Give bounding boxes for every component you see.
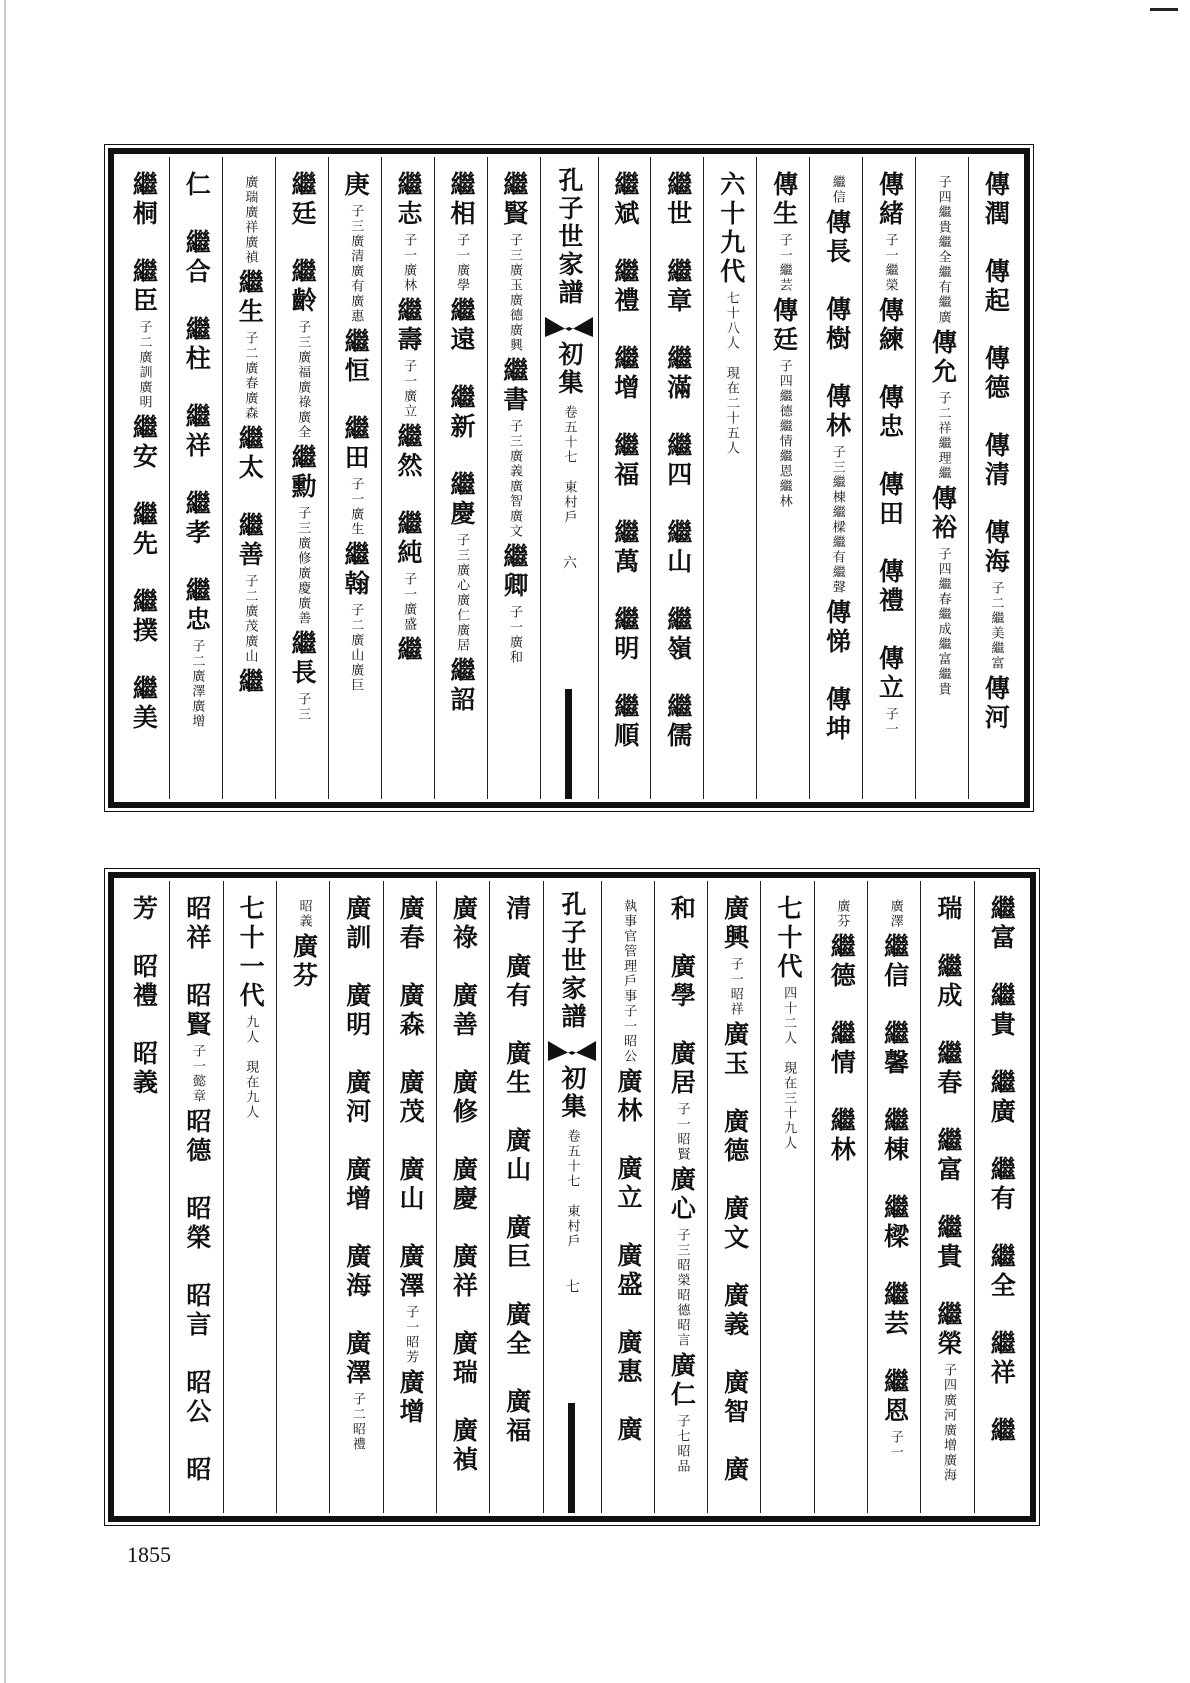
annotation-text: 子一廣林 xyxy=(401,233,417,293)
annotation-text: 子一繼芸 xyxy=(776,233,792,293)
name-text: 繼遠 繼新 繼慶 xyxy=(446,297,476,529)
name-text: 繼信 繼馨 繼棟 繼樑 繼芸 繼恩 xyxy=(880,933,910,1426)
annotation-text: 子二廣山廣巨 xyxy=(348,603,364,693)
name-text: 芳 昭禮 昭義 xyxy=(129,895,159,1098)
genealogy-column xyxy=(222,157,275,799)
annotation-text: 廣瑞廣祥廣禎 xyxy=(242,175,258,265)
annotation-text: 子三廣心廣仁廣居 xyxy=(454,533,470,653)
name-text: 繼詔 xyxy=(446,657,476,715)
annotation-text: 子一 xyxy=(882,707,898,737)
annotation-text: 子三 xyxy=(295,692,311,722)
genealogy-column xyxy=(867,881,920,1513)
name-text: 繼相 xyxy=(446,171,476,229)
name-text: 傳悌 傳坤 xyxy=(822,599,852,744)
genealogy-column xyxy=(276,881,329,1513)
name-text: 傳潤 傳起 傳德 傳清 傳海 xyxy=(981,171,1011,577)
genealogy-column xyxy=(169,157,222,799)
name-text: 清 廣有 廣生 廣山 廣巨 廣全 廣福 xyxy=(502,895,532,1446)
name-text: 繼卿 xyxy=(499,543,529,601)
top-genealogy-page xyxy=(108,148,1030,808)
name-text: 繼生 xyxy=(235,269,265,327)
annotation-text: 子二廣訓廣明 xyxy=(136,320,152,410)
fishtail-mark-icon xyxy=(543,313,595,339)
name-text: 廣芬 xyxy=(289,933,319,991)
genealogy-column xyxy=(329,881,382,1513)
genealogy-column xyxy=(974,881,1027,1513)
name-text: 廣仁 xyxy=(667,1352,697,1410)
name-text: 繼書 xyxy=(499,357,529,415)
name-text: 廣增 xyxy=(396,1369,426,1427)
annotation-text: 子三廣福廣祿廣全 xyxy=(295,320,311,440)
annotation-text: 四十二人 現在三十九人 xyxy=(781,986,797,1151)
name-text: 傳緒 xyxy=(875,171,905,229)
annotation-text: 子三繼棟繼樑繼有繼聲 xyxy=(829,445,845,595)
genealogy-column xyxy=(920,881,973,1513)
spine-bar xyxy=(568,1403,575,1513)
leaf-number: 六 xyxy=(561,555,577,569)
genealogy-column xyxy=(707,881,760,1513)
genealogy-column xyxy=(814,881,867,1513)
name-text: 傳河 xyxy=(981,675,1011,733)
annotation-text: 子四繼德繼情繼恩繼林 xyxy=(776,359,792,509)
book-spine-column xyxy=(540,157,598,799)
annotation-text: 子三昭榮昭德昭言 xyxy=(674,1228,690,1348)
name-text: 傳長 傳樹 傳林 xyxy=(822,209,852,441)
annotation-text: 子三廣義廣智廣文 xyxy=(507,419,522,539)
genealogy-column xyxy=(862,157,915,799)
genealogy-column xyxy=(703,157,756,799)
annotation-text: 子七昭品 xyxy=(674,1414,690,1474)
annotation-text: 子二昭禮 xyxy=(349,1392,365,1452)
annotation-text: 子一昭賢 xyxy=(674,1102,690,1162)
book-title: 孔子世家譜 xyxy=(558,891,587,1031)
name-text: 傳練 傳忠 傳田 傳禮 傳立 xyxy=(875,297,905,703)
scan-edge-line xyxy=(4,0,6,1683)
name-text: 繼安 繼先 繼撲 繼美 xyxy=(129,414,159,733)
annotation-text: 子四繼貴繼全繼有繼廣 xyxy=(935,175,951,325)
genealogy-column xyxy=(598,157,651,799)
annotation-text: 子一廣學 xyxy=(454,233,470,293)
genealogy-column xyxy=(650,157,703,799)
annotation-text: 子一繼榮 xyxy=(882,233,898,293)
name-text: 和 廣學 廣居 xyxy=(667,895,697,1098)
name-text: 傳廷 xyxy=(769,297,799,355)
name-text: 昭祥 昭賢 xyxy=(182,895,212,1040)
annotation-text: 九人 現在九人 xyxy=(243,1015,259,1120)
name-text: 廣春 廣森 廣茂 廣山 廣澤 xyxy=(396,895,426,1301)
genealogy-column xyxy=(275,157,328,799)
spine-bar xyxy=(565,689,572,799)
genealogy-column xyxy=(760,881,813,1513)
name-text: 昭德 昭榮 昭言 昭公 昭 xyxy=(182,1108,212,1485)
name-text: 瑞 繼成 繼春 繼富 繼貴 繼榮 xyxy=(933,895,963,1359)
genealogy-column xyxy=(756,157,809,799)
scan-corner-mark xyxy=(1150,8,1178,11)
name-text: 繼廷 繼齡 xyxy=(288,171,318,316)
name-text: 廣祿 廣善 廣修 廣慶 廣祥 廣瑞 廣禎 xyxy=(449,895,479,1475)
annotation-text: 昭義 xyxy=(296,899,312,929)
annotation-text: 子四繼春繼成繼富繼貴 xyxy=(935,547,951,697)
name-text: 繼 xyxy=(235,668,265,697)
name-text: 七十代 xyxy=(773,895,803,982)
name-text: 繼翰 xyxy=(341,541,371,599)
genealogy-column xyxy=(117,881,169,1513)
annotation-text: 子二廣澤廣增 xyxy=(189,639,205,729)
name-text: 繼德 繼情 繼林 xyxy=(827,933,857,1165)
name-text: 廣興 xyxy=(720,895,750,953)
name-text: 繼賢 xyxy=(499,171,529,229)
annotation-text: 子一懿章 xyxy=(189,1044,205,1104)
genealogy-column xyxy=(169,881,222,1513)
name-text: 繼世 繼章 繼滿 繼四 繼山 繼嶺 繼儒 xyxy=(663,171,693,751)
genealogy-column xyxy=(968,157,1021,799)
genealogy-column xyxy=(809,157,862,799)
name-text: 廣林 廣立 廣盛 廣惠 廣 xyxy=(614,1068,644,1445)
genealogy-column xyxy=(117,157,169,799)
genealogy-column xyxy=(601,881,654,1513)
name-text: 繼斌 繼禮 繼增 繼福 繼萬 繼明 繼順 xyxy=(610,171,640,751)
annotation-text: 子三廣清廣有廣惠 xyxy=(348,204,364,324)
annotation-text: 子一廣盛 xyxy=(401,572,417,632)
bottom-genealogy-page xyxy=(108,872,1036,1522)
genealogy-column xyxy=(436,881,489,1513)
annotation-text: 子四廣河廣增廣海 xyxy=(941,1363,956,1483)
name-text: 傳裕 xyxy=(928,485,958,543)
genealogy-column xyxy=(654,881,707,1513)
name-text: 傳允 xyxy=(928,329,958,387)
name-text: 廣心 xyxy=(667,1166,697,1224)
annotation-text: 子一昭祥 xyxy=(727,957,743,1017)
chapter-label: 卷五十七 東村戶 xyxy=(564,1129,580,1249)
fishtail-mark-icon xyxy=(546,1037,598,1063)
annotation-text: 子一廣和 xyxy=(507,605,522,665)
name-text: 廣訓 廣明 廣河 廣增 廣海 廣澤 xyxy=(342,895,372,1388)
name-text: 繼桐 繼臣 xyxy=(129,171,159,316)
annotation-text: 廣芬 xyxy=(834,899,850,929)
name-text: 六十九代 xyxy=(716,171,746,287)
name-text: 繼太 繼善 xyxy=(235,425,265,570)
annotation-text: 子三廣玉廣德廣興 xyxy=(507,233,522,353)
leaf-number: 七 xyxy=(564,1279,580,1293)
name-text: 繼富 繼貴 繼廣 繼有 繼全 繼祥 繼 xyxy=(987,895,1017,1446)
name-text: 繼 xyxy=(394,636,424,665)
name-text: 廣玉 廣德 廣文 廣義 廣智 廣 xyxy=(720,1021,750,1485)
volume-label: 初集 xyxy=(558,1065,587,1121)
name-text: 繼勳 xyxy=(288,444,318,502)
folio-page-number: 1855 xyxy=(127,1542,171,1567)
annotation-text: 廣澤 xyxy=(887,899,903,929)
annotation-text: 子一 xyxy=(887,1430,903,1460)
genealogy-column xyxy=(383,881,436,1513)
name-text: 七十一代 xyxy=(236,895,266,1011)
book-title: 孔子世家譜 xyxy=(555,167,584,307)
annotation-text: 子二祥繼理繼 xyxy=(935,391,951,481)
name-text: 繼然 繼純 xyxy=(394,423,424,568)
name-text: 傳生 xyxy=(769,171,799,229)
annotation-text: 執事官管理戶事子一昭公 xyxy=(621,899,637,1064)
annotation-text: 繼信 xyxy=(829,175,845,205)
name-text: 繼志 xyxy=(394,171,424,229)
genealogy-column xyxy=(434,157,487,799)
genealogy-column xyxy=(915,157,968,799)
name-text: 仁 繼合 繼柱 繼祥 繼孝 繼忠 xyxy=(182,171,212,635)
volume-label: 初集 xyxy=(555,341,584,397)
annotation-text: 七十八人 現在二十五人 xyxy=(723,291,739,456)
annotation-text: 子三廣修廣慶廣善 xyxy=(295,506,311,626)
name-text: 繼壽 xyxy=(394,297,424,355)
annotation-text: 子一昭芳 xyxy=(403,1305,419,1365)
genealogy-column xyxy=(489,881,542,1513)
genealogy-column xyxy=(381,157,434,799)
genealogy-column xyxy=(223,881,276,1513)
annotation-text: 子一廣立 xyxy=(401,359,417,419)
name-text: 繼長 xyxy=(288,630,318,688)
annotation-text: 子二廣春廣森 xyxy=(242,331,258,421)
genealogy-column xyxy=(487,157,540,799)
chapter-label: 卷五十七 東村戶 xyxy=(561,405,577,525)
annotation-text: 子一廣生 xyxy=(348,477,364,537)
name-text: 繼恒 繼田 xyxy=(341,328,371,473)
genealogy-column xyxy=(328,157,381,799)
annotation-text: 子二廣茂廣山 xyxy=(242,574,258,664)
book-spine-column xyxy=(543,881,601,1513)
name-text: 庚 xyxy=(341,171,371,200)
annotation-text: 子二繼美繼富 xyxy=(988,581,1004,671)
